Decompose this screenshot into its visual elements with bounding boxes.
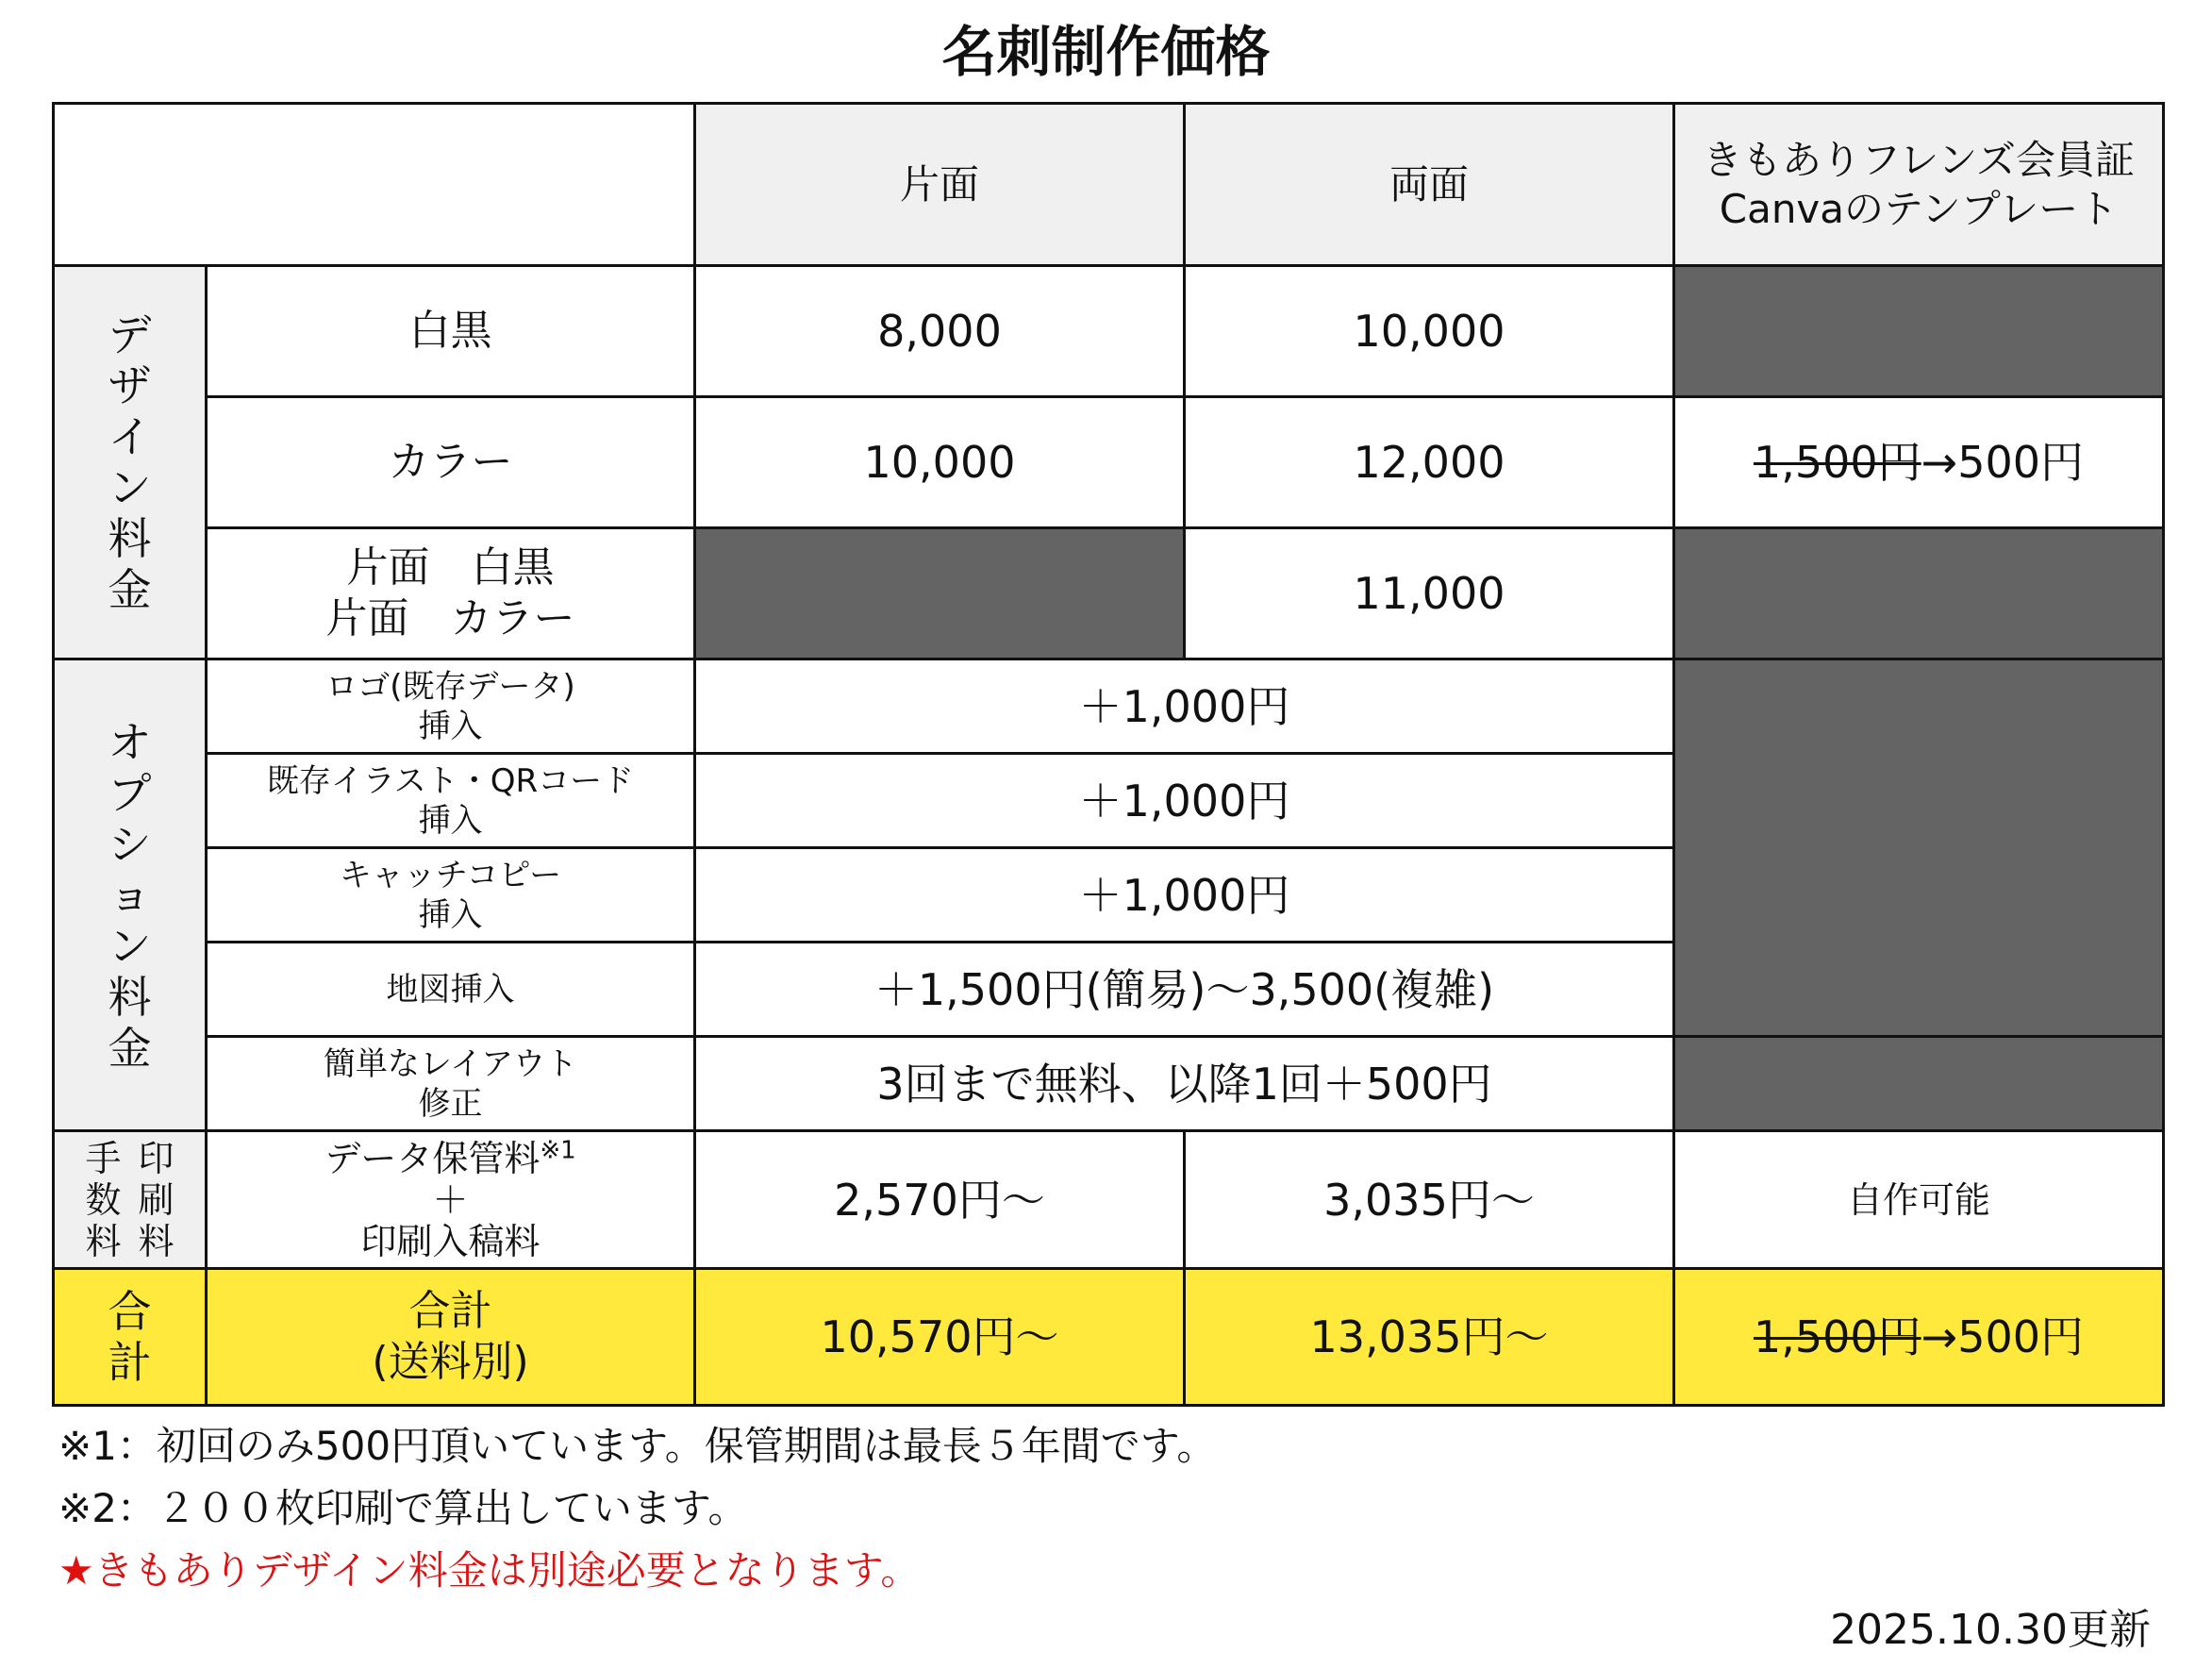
option-label-layout [207, 1037, 695, 1131]
footnote-marker: ※1 [540, 1135, 576, 1164]
page-title: 名刺制作価格 [941, 20, 1271, 84]
print-fee-category-label [55, 1138, 205, 1262]
option-label-logo [207, 659, 695, 754]
option-fee-category-label: オプション料金 [108, 716, 152, 1074]
color-template-price [1674, 397, 2164, 528]
option-label-illust [207, 754, 695, 848]
print-fee-label-text: データ保管料 [324, 1137, 541, 1179]
print-fee-label-line2: ＋ [432, 1178, 469, 1221]
table-row [54, 1131, 2164, 1269]
total-row [54, 1269, 2164, 1406]
total-category-label: 合計 [108, 1286, 152, 1388]
category-char: 料 [85, 1220, 122, 1262]
print-fee-label-line1 [208, 1135, 693, 1179]
table-row [54, 528, 2164, 659]
old-price: 1,500円 [1753, 437, 1921, 488]
category-char: 数 [85, 1178, 122, 1221]
price-table [52, 102, 2165, 1407]
option-price-illust: ＋1,000円 [695, 754, 1674, 848]
disabled-cell [1674, 266, 2164, 397]
disabled-cell [1674, 1037, 2164, 1131]
total-category [54, 1269, 207, 1406]
print-double-price: 3,035円〜 [1185, 1131, 1674, 1269]
mixed-double-price: 11,000 [1185, 528, 1674, 659]
option-label-line2: 修正 [418, 1084, 483, 1123]
option-label-map: 地図挿入 [207, 943, 695, 1037]
footnote-1: ※1：初回のみ500円頂いています。保管期間は最長５年間です。 [58, 1423, 1217, 1469]
category-char: 手 [85, 1137, 122, 1179]
category-char: 刷 [138, 1178, 175, 1221]
updated-date: 2025.10.30更新 [1830, 1606, 2151, 1654]
option-label-line1: ロゴ(既存データ) [325, 667, 575, 706]
option-label-line1: 簡単なレイアウト [323, 1044, 578, 1083]
color-double-price: 12,000 [1185, 397, 1674, 528]
color-single-price: 10,000 [695, 397, 1185, 528]
disabled-cell [695, 528, 1185, 659]
header-template [1674, 104, 2164, 266]
new-price: →500円 [1921, 437, 2085, 488]
row-label-color: カラー [207, 397, 695, 528]
header-row [54, 104, 2164, 266]
option-price-logo: ＋1,000円 [695, 659, 1674, 754]
design-fee-category-label: デザイン料金 [108, 309, 152, 615]
row-label-mixed-line2: 片面 カラー [325, 594, 575, 643]
total-template-price [1674, 1269, 2164, 1406]
old-price: 1,500円 [1753, 1311, 1921, 1362]
total-label-line2: (送料別) [372, 1338, 529, 1386]
row-label-bw: 白黒 [207, 266, 695, 397]
header-template-line1: きもありフレンズ会員証 [1702, 136, 2135, 183]
total-label-line1: 合計 [408, 1287, 492, 1335]
option-label-line1: キャッチコピー [339, 856, 562, 894]
print-fee-label-line3: 印刷入稿料 [360, 1220, 541, 1262]
option-fee-category [54, 659, 207, 1131]
category-char: 印 [138, 1137, 175, 1179]
footnotes [58, 1415, 2134, 1602]
header-double: 両面 [1185, 104, 1674, 266]
disabled-cell [1674, 659, 2164, 1037]
option-label-catchcopy [207, 848, 695, 943]
option-label-line1: 既存イラスト・QRコード [266, 761, 635, 800]
total-label [207, 1269, 695, 1406]
row-label-mixed [207, 528, 695, 659]
row-label-mixed-line1: 片面 白黒 [346, 543, 555, 592]
bw-double-price: 10,000 [1185, 266, 1674, 397]
option-price-catchcopy: ＋1,000円 [695, 848, 1674, 943]
total-double-price: 13,035円〜 [1185, 1269, 1674, 1406]
table-row [54, 266, 2164, 397]
disabled-cell [1674, 528, 2164, 659]
footnote-red: ★きもありデザイン料金は別途必要となります。 [58, 1547, 921, 1594]
footnote-2: ※2：２００枚印刷で算出しています。 [58, 1485, 748, 1531]
header-single: 片面 [695, 104, 1185, 266]
option-label-line2: 挿入 [418, 895, 483, 934]
print-fee-category [54, 1131, 207, 1269]
corner-cell [54, 104, 695, 266]
new-price: →500円 [1921, 1311, 2085, 1362]
print-template-note: 自作可能 [1674, 1131, 2164, 1269]
option-price-map: ＋1,500円(簡易)〜3,500(複雑) [695, 943, 1674, 1037]
table-row [54, 397, 2164, 528]
option-label-line2: 挿入 [418, 707, 483, 745]
total-single-price: 10,570円〜 [695, 1269, 1185, 1406]
print-single-price: 2,570円〜 [695, 1131, 1185, 1269]
table-row [54, 659, 2164, 754]
table-row [54, 1037, 2164, 1131]
print-fee-label [207, 1131, 695, 1269]
design-fee-category [54, 266, 207, 659]
header-template-line2: Canvaのテンプレート [1719, 185, 2119, 232]
option-label-line2: 挿入 [418, 801, 483, 840]
bw-single-price: 8,000 [695, 266, 1185, 397]
category-char: 料 [138, 1220, 175, 1262]
option-price-layout: 3回まで無料、以降1回＋500円 [695, 1037, 1674, 1131]
